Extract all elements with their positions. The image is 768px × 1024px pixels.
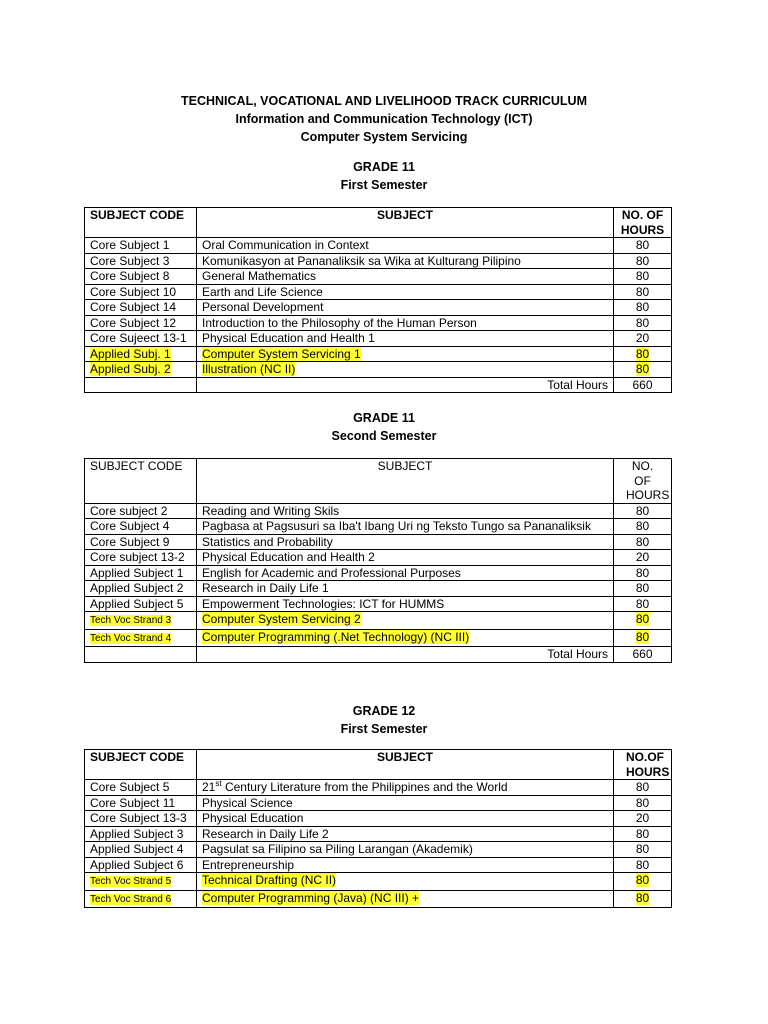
highlight-mark: Technical Drafting (NC II)	[202, 873, 337, 887]
subject-name: Physical Education and Health 2	[197, 550, 614, 566]
subject-name: Earth and Life Science	[197, 284, 614, 300]
subject-name: Pagsulat sa Filipino sa Piling Larangan (Akademik)	[197, 842, 614, 858]
table-row-highlighted	[85, 873, 672, 891]
table-row	[85, 284, 672, 300]
subject-code: Core subject 13-2	[85, 550, 197, 566]
subject-code: Core Subject 10	[85, 284, 197, 300]
subject-hours: 80	[614, 269, 672, 285]
subject-code: Core Subject 11	[85, 795, 197, 811]
subject-hours: 80	[614, 795, 672, 811]
subject-name	[197, 873, 614, 891]
highlight-mark: Illustration (NC II)	[202, 362, 296, 376]
subject-code: Applied Subject 5	[85, 596, 197, 612]
subject-hours	[614, 629, 672, 647]
subject-code: Core Subject 9	[85, 534, 197, 550]
header-subject-code: SUBJECT CODE	[85, 750, 197, 780]
section-2-semester: Second Semester	[331, 429, 437, 443]
table-row-highlighted	[85, 890, 672, 908]
subject-code: Applied Subject 6	[85, 857, 197, 873]
subject-hours: 80	[614, 842, 672, 858]
subject-code: Core Subject 8	[85, 269, 197, 285]
subject-name: Komunikasyon at Pananaliksik sa Wika at Kulturang Pilipino	[197, 253, 614, 269]
subject-code: Applied Subject 1	[85, 565, 197, 581]
curriculum-table-3	[84, 749, 672, 908]
subject-hours: 80	[614, 300, 672, 316]
subject-code: Core Subject 3	[85, 253, 197, 269]
table-row-highlighted	[85, 346, 672, 362]
table-row	[85, 331, 672, 347]
subject-hours: 80	[614, 581, 672, 597]
highlight-mark: 80	[635, 873, 650, 887]
header-hours: NO. OF HOURS	[614, 459, 672, 504]
section-3-semester: First Semester	[340, 722, 428, 736]
subject-code	[85, 890, 197, 908]
section-1-heading	[0, 158, 768, 194]
subject-hours: 80	[614, 780, 672, 796]
section-1-semester: First Semester	[340, 178, 428, 192]
subject-hours: 80	[614, 238, 672, 254]
subject-code	[85, 362, 197, 378]
section-2-heading	[0, 409, 768, 445]
subject-hours: 80	[614, 857, 672, 873]
subject-hours: 80	[614, 826, 672, 842]
subject-name: Research in Daily Life 1	[197, 581, 614, 597]
highlight-mark: Tech Voc Strand 6	[90, 893, 172, 905]
subject-hours: 80	[614, 503, 672, 519]
total-empty-cell	[85, 647, 197, 663]
table-row	[85, 534, 672, 550]
header-subject-code: SUBJECT CODE	[85, 459, 197, 504]
subject-hours: 20	[614, 331, 672, 347]
highlight-mark: Computer Programming (.Net Technology) (NC III)	[202, 629, 470, 644]
table-row	[85, 565, 672, 581]
subject-code	[85, 612, 197, 630]
subject-code: Core Subject 4	[85, 519, 197, 535]
subject-code	[85, 346, 197, 362]
table-header-row	[85, 750, 672, 780]
highlight-mark: Tech Voc Strand 4	[90, 632, 172, 644]
subject-name	[197, 890, 614, 908]
table-row-highlighted	[85, 612, 672, 630]
subject-code: Core subject 2	[85, 503, 197, 519]
total-label: Total Hours	[197, 377, 614, 393]
subject-code: Applied Subject 4	[85, 842, 197, 858]
table-row	[85, 315, 672, 331]
subject-name	[197, 612, 614, 630]
header-subject: SUBJECT	[197, 459, 614, 504]
highlight-mark: Applied Subj. 1	[90, 346, 171, 361]
subject-hours: 80	[614, 253, 672, 269]
highlight-mark: Computer System Servicing 2	[202, 612, 361, 626]
subject-name	[197, 362, 614, 378]
subject-code	[85, 873, 197, 891]
highlight-mark: 80	[635, 362, 650, 376]
subject-hours	[614, 362, 672, 378]
subject-hours	[614, 346, 672, 362]
subject-name: Physical Education	[197, 811, 614, 827]
subject-name: Empowerment Technologies: ICT for HUMMS	[197, 596, 614, 612]
total-value: 660	[614, 377, 672, 393]
table-row	[85, 857, 672, 873]
table-row	[85, 596, 672, 612]
section-3-heading	[0, 702, 768, 738]
subject-hours: 80	[614, 519, 672, 535]
table-row	[85, 269, 672, 285]
total-label: Total Hours	[197, 647, 614, 663]
subject-name: Statistics and Probability	[197, 534, 614, 550]
subject-code	[85, 629, 197, 647]
table-header-row	[85, 459, 672, 504]
subject-name: Physical Education and Health 1	[197, 331, 614, 347]
subject-name: Oral Communication in Context	[197, 238, 614, 254]
table-row	[85, 253, 672, 269]
subject-hours	[614, 612, 672, 630]
subject-name: Introduction to the Philosophy of the Human Person	[197, 315, 614, 331]
subject-name: Research in Daily Life 2	[197, 826, 614, 842]
table-row	[85, 300, 672, 316]
table-row-highlighted	[85, 362, 672, 378]
table-row	[85, 503, 672, 519]
subject-name	[197, 346, 614, 362]
highlight-mark: Computer System Servicing 1	[202, 346, 361, 361]
header-subject: SUBJECT	[197, 208, 614, 238]
header-hours: NO.OF HOURS	[614, 750, 672, 780]
subject-name	[197, 629, 614, 647]
table-row	[85, 238, 672, 254]
subject-name: Physical Science	[197, 795, 614, 811]
highlight-mark: Applied Subj. 2	[90, 362, 171, 376]
subject-code: Core Sujeect 13-1	[85, 331, 197, 347]
title-line-2: Information and Communication Technology (ICT)	[235, 112, 533, 126]
table-row	[85, 811, 672, 827]
section-3-grade: GRADE 12	[352, 704, 416, 718]
curriculum-table-2	[84, 458, 672, 663]
highlight-mark: Tech Voc Strand 5	[90, 876, 172, 887]
header-hours: NO. OF HOURS	[614, 208, 672, 238]
subject-code: Core Subject 5	[85, 780, 197, 796]
highlight-mark: 80	[635, 629, 650, 644]
header-subject: SUBJECT	[197, 750, 614, 780]
subject-name: Reading and Writing Skils	[197, 503, 614, 519]
highlight-mark: 80	[635, 346, 650, 361]
curriculum-table-1	[84, 207, 672, 393]
total-empty-cell	[85, 377, 197, 393]
subject-name: General Mathematics	[197, 269, 614, 285]
subject-name: Personal Development	[197, 300, 614, 316]
subject-hours	[614, 873, 672, 891]
table-row	[85, 826, 672, 842]
table-row	[85, 795, 672, 811]
subject-text: Century Literature from the Philippines and the World	[224, 780, 508, 794]
subject-name: Entrepreneurship	[197, 857, 614, 873]
table-row	[85, 550, 672, 566]
title-line-3: Computer System Servicing	[300, 130, 468, 144]
subject-ordinal-suffix: st	[215, 779, 222, 788]
table-row	[85, 842, 672, 858]
subject-hours: 80	[614, 284, 672, 300]
highlight-mark: Tech Voc Strand 3	[90, 615, 172, 626]
subject-name: Pagbasa at Pagsusuri sa Iba't Ibang Uri ng Teksto Tungo sa Pananaliksik	[197, 519, 614, 535]
total-value: 660	[614, 647, 672, 663]
total-row	[85, 647, 672, 663]
subject-hours: 80	[614, 315, 672, 331]
highlight-mark: 80	[635, 890, 650, 905]
subject-hours: 20	[614, 550, 672, 566]
table-row-highlighted	[85, 629, 672, 647]
subject-name: English for Academic and Professional Purposes	[197, 565, 614, 581]
subject-code: Core Subject 14	[85, 300, 197, 316]
section-2-grade: GRADE 11	[353, 411, 415, 425]
header-subject-code: SUBJECT CODE	[85, 208, 197, 238]
highlight-mark: Computer Programming (Java) (NC III) +	[202, 890, 420, 905]
subject-hours: 80	[614, 596, 672, 612]
subject-code: Applied Subject 2	[85, 581, 197, 597]
doc-title	[0, 92, 768, 146]
subject-name	[197, 780, 614, 796]
table-header-row	[85, 208, 672, 238]
subject-code: Applied Subject 3	[85, 826, 197, 842]
subject-hours: 80	[614, 565, 672, 581]
subject-hours	[614, 890, 672, 908]
table-row	[85, 519, 672, 535]
subject-code: Core Subject 1	[85, 238, 197, 254]
subject-hours: 20	[614, 811, 672, 827]
subject-code: Core Subject 13-3	[85, 811, 197, 827]
title-line-1: TECHNICAL, VOCATIONAL AND LIVELIHOOD TRACK CURRICULUM	[181, 94, 587, 108]
section-1-grade: GRADE 11	[353, 160, 415, 174]
subject-hours: 80	[614, 534, 672, 550]
table-row	[85, 581, 672, 597]
table-row	[85, 780, 672, 796]
total-row	[85, 377, 672, 393]
subject-number: 21	[202, 780, 216, 794]
highlight-mark: 80	[635, 612, 650, 626]
subject-code: Core Subject 12	[85, 315, 197, 331]
